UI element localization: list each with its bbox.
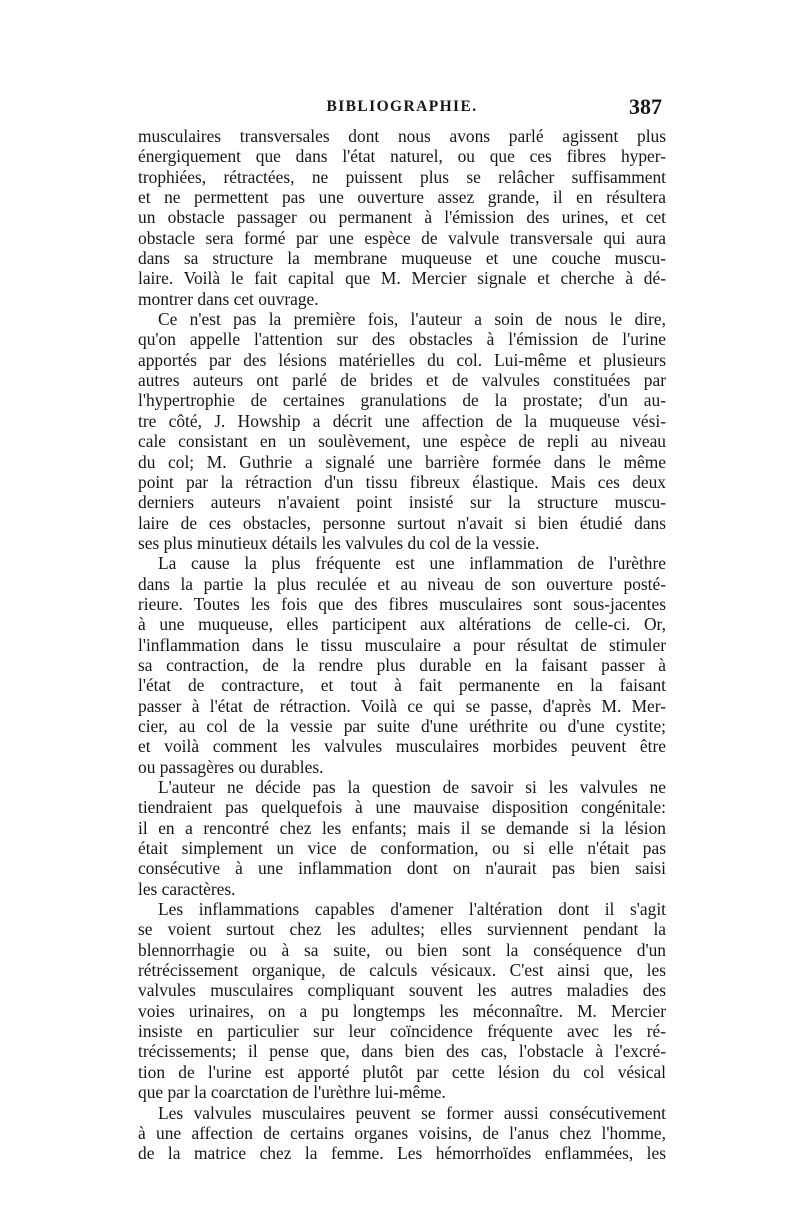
text-line: La cause la plus fréquente est une inflammation de l'urèthre	[158, 553, 666, 574]
text-line: montrer dans cet ouvrage.	[138, 288, 319, 309]
text-line: obstacle sera formé par une espèce de valvule transversale qui aura	[138, 227, 666, 248]
text-line: apportés par des lésions matérielles du col. Lui-même et plusieurs	[138, 349, 666, 370]
text-line: Ce n'est pas la première fois, l'auteur a soin de nous le dire,	[158, 309, 666, 330]
text-line: passer à l'état de rétraction. Voilà ce qui se passe, d'après M. Mer-	[138, 695, 666, 716]
text-line: qu'on appelle l'attention sur des obstacles à l'émission de l'urine	[138, 329, 666, 350]
text-line: que par la coarctation de l'urèthre lui-même.	[138, 1082, 446, 1103]
running-head-title: BIBLIOGRAPHIE.	[326, 98, 478, 115]
text-line: dans sa structure la membrane muqueuse et une couche muscu-	[138, 248, 666, 269]
text-line: rieure. Toutes les fois que des fibres musculaires sont sous-jacentes	[138, 593, 666, 614]
text-line: laire. Voilà le fait capital que M. Mercier signale et cherche à dé-	[138, 268, 666, 289]
text-line: à une affection de certains organes voisins, de l'anus chez l'homme,	[138, 1122, 666, 1143]
text-line: et ne permettent pas une ouverture assez grande, il en résultera	[138, 187, 666, 208]
page-number: 387	[629, 94, 662, 119]
text-line: à une muqueuse, elles participent aux altérations de celle-ci. Or,	[138, 614, 666, 635]
text-line: ou passagères ou durables.	[138, 756, 324, 777]
text-line: du col; M. Guthrie a signalé une barrière formée dans le même	[138, 451, 666, 472]
text-line: musculaires transversales dont nous avons parlé agissent plus	[138, 126, 666, 146]
text-line: tion de l'urine est apporté plutôt par cette lésion du col vésical	[138, 1061, 666, 1082]
text-line: tiendraient pas quelquefois à une mauvaise disposition congénitale:	[138, 797, 666, 818]
text-line: était simplement un vice de conformation, ou si elle n'était pas	[138, 838, 666, 859]
text-line: cale consistant en un soulèvement, une espèce de repli au niveau	[138, 431, 666, 452]
text-line: derniers auteurs n'avaient point insisté sur la structure muscu-	[138, 492, 666, 513]
text-line: l'inflammation dans le tissu musculaire a pour résultat de stimuler	[138, 634, 666, 655]
body-text	[138, 126, 666, 1164]
text-line: cier, au col de la vessie par suite d'une uréthrite ou d'une cystite;	[138, 715, 666, 736]
text-line: Les inflammations capables d'amener l'altération dont il s'agit	[158, 899, 666, 920]
text-line: dans la partie la plus reculée et au niveau de son ouverture posté-	[138, 573, 666, 594]
text-line: tre côté, J. Howship a décrit une affection de la muqueuse vési-	[138, 410, 666, 431]
text-line: laire de ces obstacles, personne surtout n'avait si bien étudié dans	[138, 512, 666, 533]
text-line: consécutive à une inflammation dont on n'aurait pas bien saisi	[138, 858, 666, 879]
text-line: voies urinaires, on a pu longtemps les méconnaître. M. Mercier	[138, 1000, 666, 1021]
text-line: se voient surtout chez les adultes; elles surviennent pendant la	[138, 919, 666, 940]
text-line: énergiquement que dans l'état naturel, ou que ces fibres hyper-	[138, 146, 666, 167]
text-line: trophiées, rétractées, ne puissent plus se relâcher suffisamment	[138, 166, 666, 187]
text-line: rétrécissement organique, de calculs vésicaux. C'est ainsi que, les	[138, 960, 666, 981]
text-line: l'état de contracture, et tout à fait permanente en la faisant	[138, 675, 666, 696]
text-line: ses plus minutieux détails les valvules du col de la vessie.	[138, 532, 540, 553]
text-line: et voilà comment les valvules musculaires morbides peuvent être	[138, 736, 666, 757]
text-line: l'hypertrophie de certaines granulations de la prostate; d'un au-	[138, 390, 666, 411]
book-page	[138, 96, 666, 1164]
text-line: valvules musculaires compliquant souvent les autres maladies des	[138, 980, 666, 1001]
text-line: L'auteur ne décide pas la question de savoir si les valvules ne	[158, 777, 666, 797]
text-line: blennorrhagie ou à sa suite, ou bien sont la conséquence d'un	[138, 939, 666, 960]
text-line: sa contraction, de la rendre plus durable en la faisant passer à	[138, 654, 666, 675]
text-line: les caractères.	[138, 878, 236, 899]
text-line: de la matrice chez la femme. Les hémorrhoïdes enflammées, les	[138, 1143, 666, 1164]
text-line: un obstacle passager ou permanent à l'émission des urines, et cet	[138, 207, 666, 228]
text-line: Les valvules musculaires peuvent se former aussi consécutivement	[158, 1102, 666, 1123]
text-line: insiste en particulier sur leur coïncidence fréquente avec les ré-	[138, 1021, 666, 1042]
text-line: autres auteurs ont parlé de brides et de valvules constituées par	[138, 370, 666, 391]
text-line: point par la rétraction d'un tissu fibreux élastique. Mais ces deux	[138, 471, 666, 492]
running-head	[138, 96, 666, 126]
text-line: il en a rencontré chez les enfants; mais il se demande si la lésion	[138, 817, 666, 838]
text-line: trécissements; il pense que, dans bien des cas, l'obstacle à l'excré-	[138, 1041, 666, 1062]
